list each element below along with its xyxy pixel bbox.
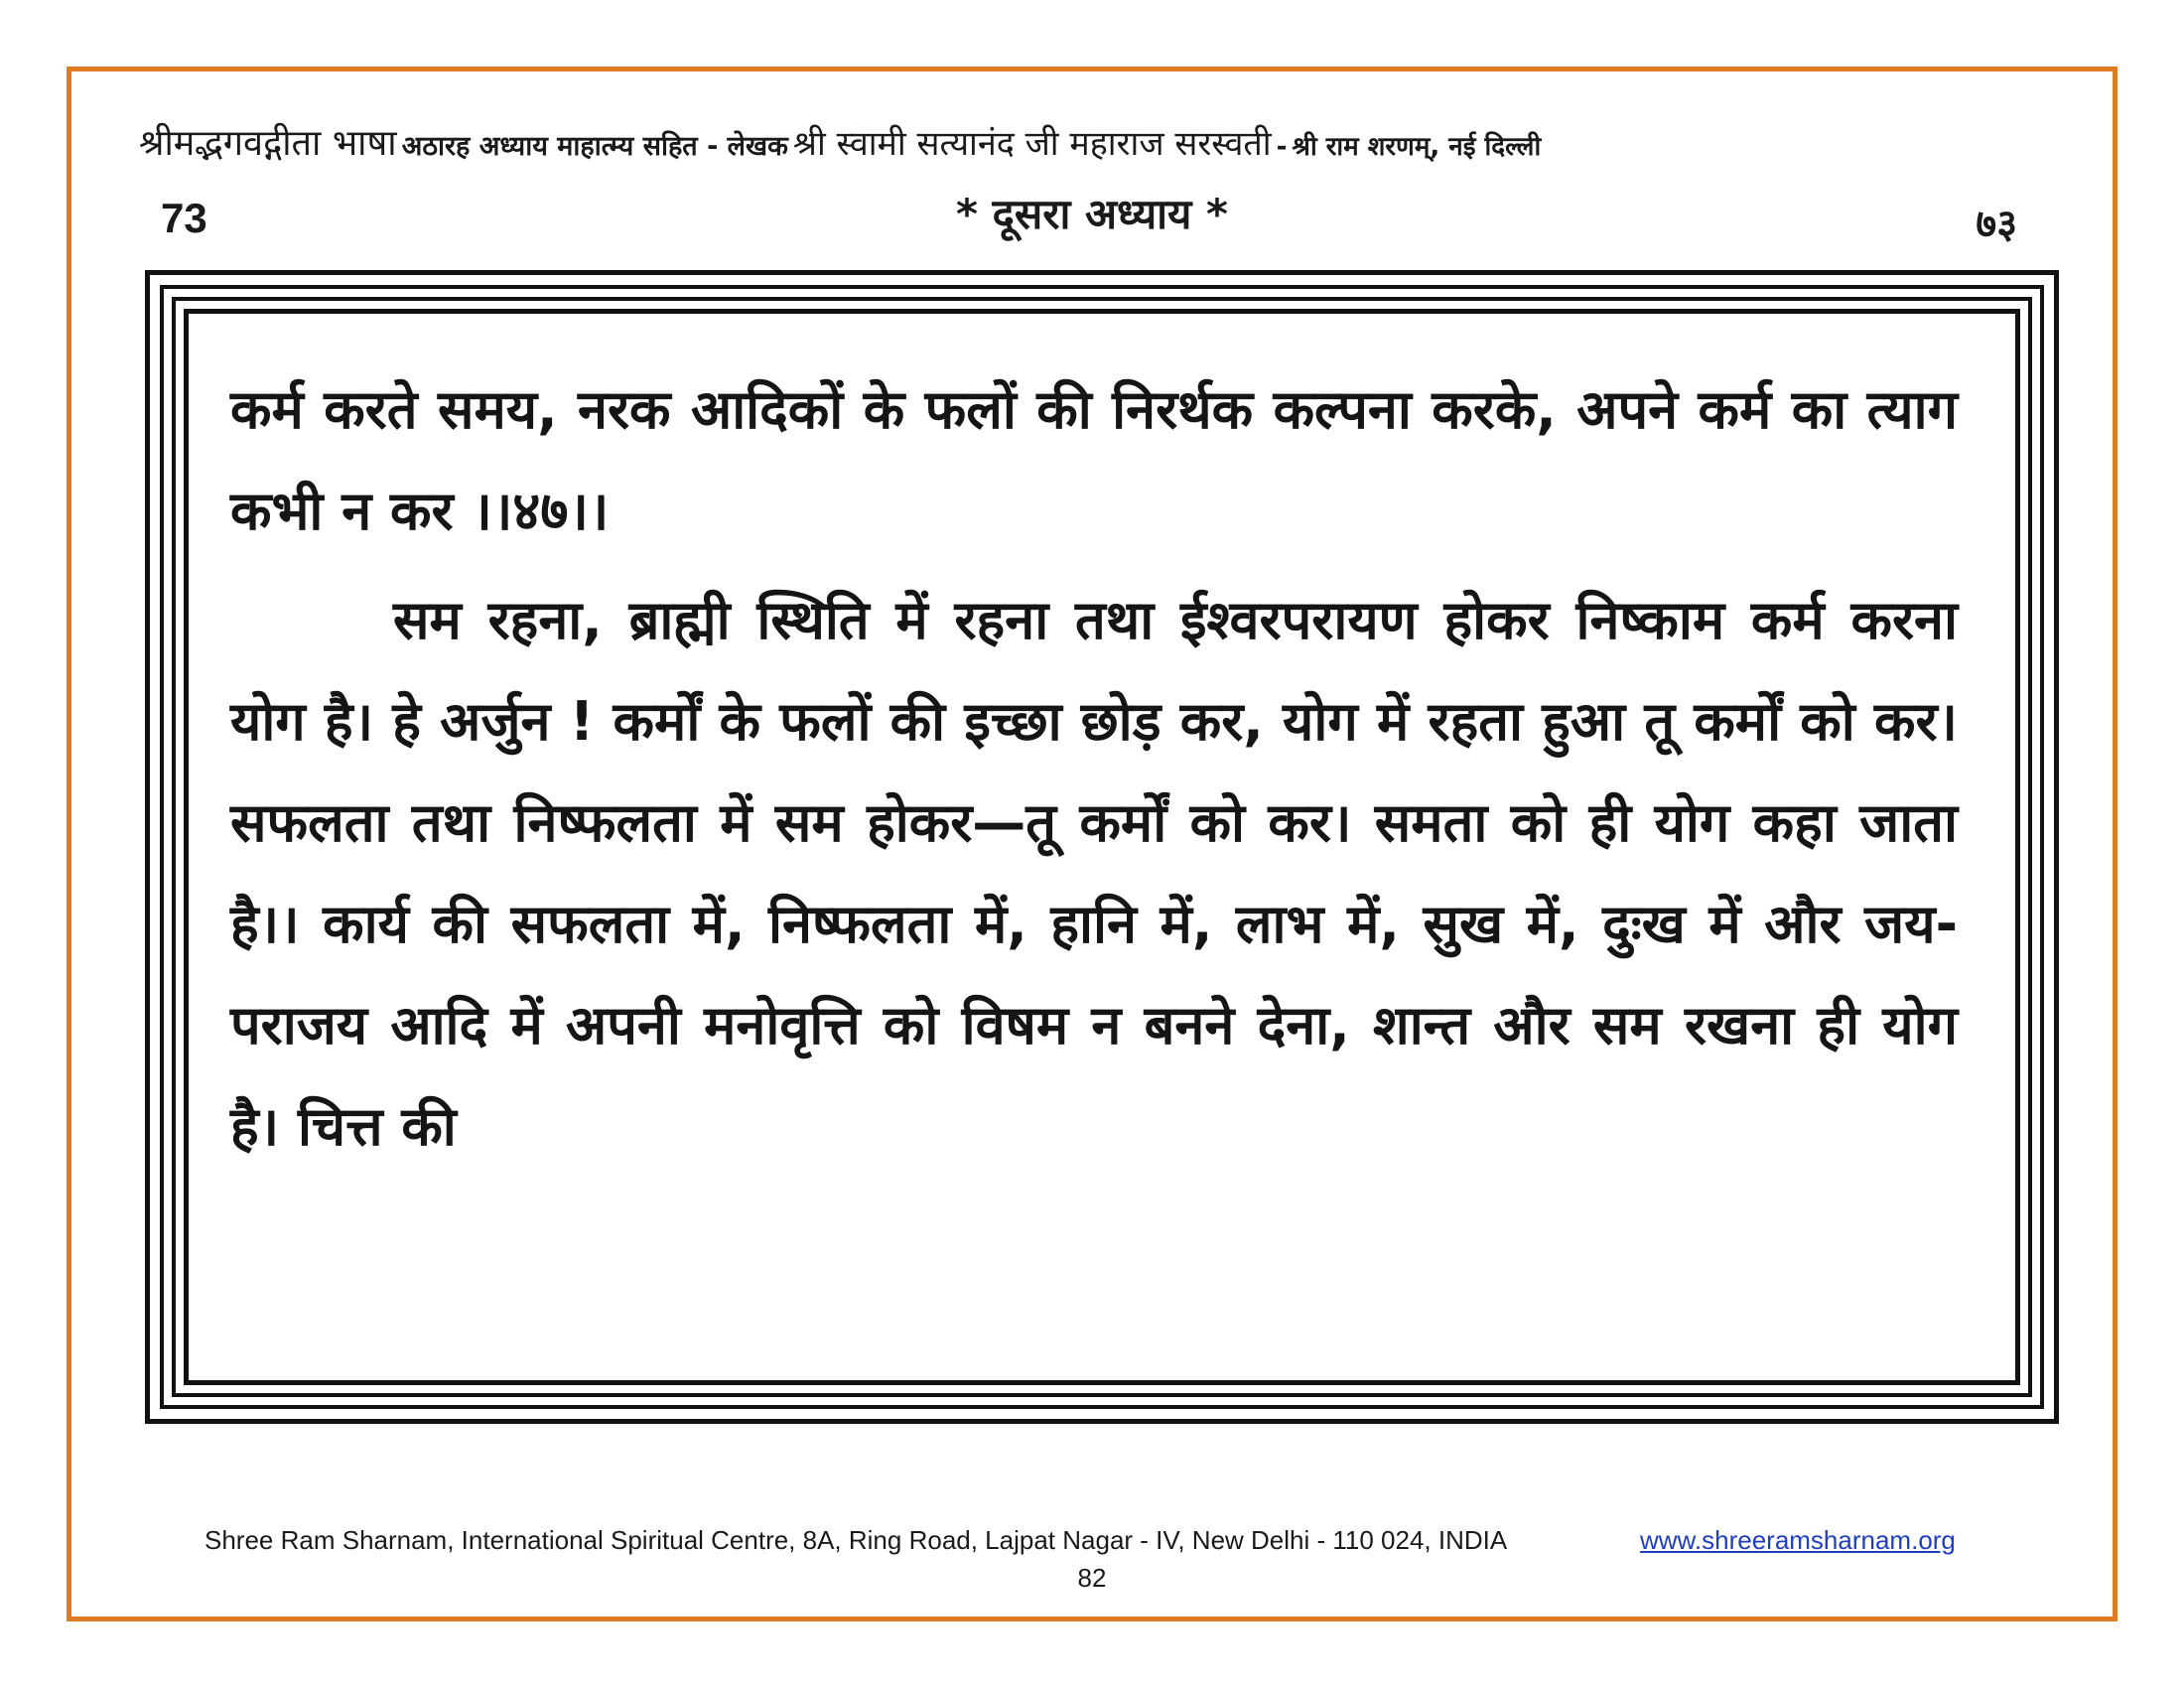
footer-page-number: 82: [1077, 1563, 1107, 1593]
chapter-title: * दूसरा अध्याय *: [955, 190, 1229, 238]
header-subtitle: अठारह अध्याय माहात्म्य सहित - लेखक: [401, 131, 788, 162]
header-publisher: श्री राम शरणम्, नई दिल्ली: [1292, 132, 1542, 162]
header-separator: -: [1276, 132, 1288, 162]
website-link[interactable]: www.shreeramsharnam.org: [1640, 1525, 1956, 1555]
footer-address: Shree Ram Sharnam, International Spiritual Centre, 8A, Ring Road, Lajpat Nagar - IV, New Delhi - 110 024, INDIA: [205, 1525, 1508, 1555]
commentary-paragraph: सम रहना, ब्राह्मी स्थिति में रहना तथा ईश्वरपरायण होकर निष्काम कर्म करना योग है। हे अर्जुन ! कर्मों के फलों की इच्छा छोड़ कर, योग में रहता हुआ तू कर्मों को कर। सफलता तथा निष्फलता में सम होकर—तू कर्मों को कर। समता को ही योग कहा जाता है।। कार्य की सफलता में, निष्फलता में, हानि में, लाभ में, सुख में, दुःख में और जय-पराजय आदि में अपनी मनोवृत्ति को विषम न बनने देना, शान्त और सम रखना ही योग है। चित्त की: [230, 589, 1958, 1158]
header-author: श्री स्वामी सत्यानंद जी महाराज सरस्वती: [792, 124, 1272, 164]
book-title: श्रीमद्भगवद्गीता भाषा: [139, 123, 397, 164]
page-number-right: ७३: [1976, 202, 2017, 247]
running-header: [139, 117, 2065, 167]
verse-paragraph: कर्म करते समय, नरक आदिकों के फलों की निरर्थक कल्पना करके, अपने कर्म का त्याग कभी न कर ।।४७।।: [230, 378, 1958, 542]
page-number-left: 73: [161, 195, 207, 241]
body-text: [230, 359, 1958, 1178]
